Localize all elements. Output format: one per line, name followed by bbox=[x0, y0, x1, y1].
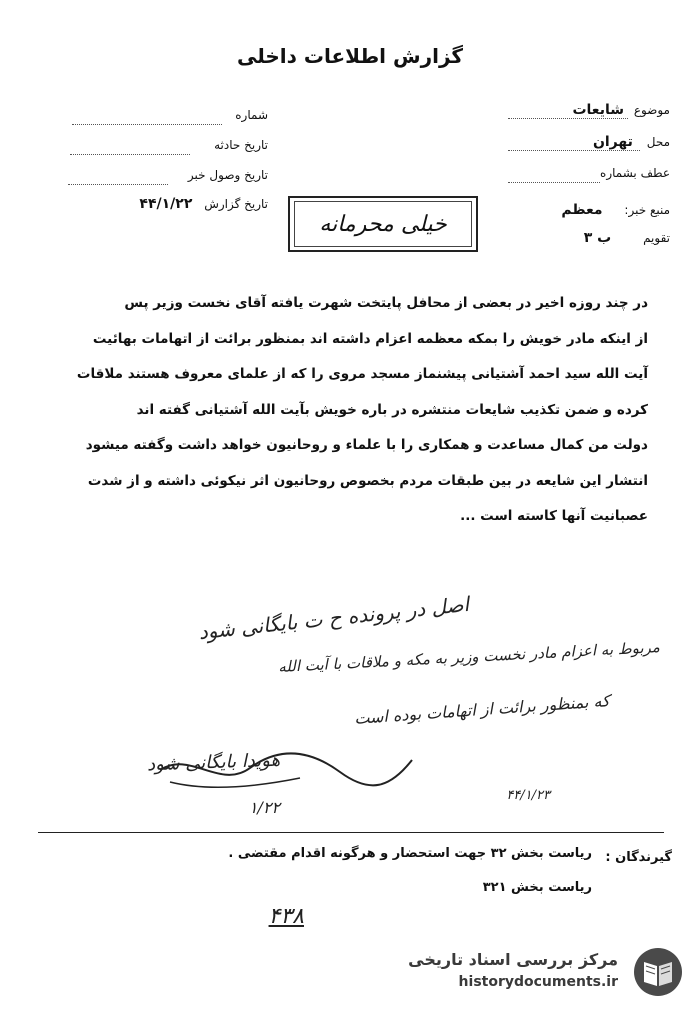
reference-field bbox=[600, 166, 670, 180]
stamp-text: خیلی محرمانه bbox=[294, 201, 472, 247]
confidential-stamp bbox=[288, 196, 478, 252]
recipient-item: ریاست بخش ۳۲ جهت استحضار و هرگونه اقدام مقتضی . bbox=[228, 846, 592, 861]
body-line: انتشار این شایعه در بین طبقات مردم بخصوص روحانیون اثر نیکوئی داشته و از شدت bbox=[87, 472, 648, 489]
calendar-field bbox=[584, 230, 670, 246]
archive-watermark bbox=[400, 944, 690, 1000]
report-date-label: تاریخ گزارش bbox=[204, 197, 268, 211]
incident-date-dotline bbox=[70, 154, 190, 155]
subject-field bbox=[572, 102, 670, 118]
location-label: محل bbox=[646, 135, 670, 149]
report-date-field bbox=[139, 196, 268, 212]
body-line: در چند روزه اخیر در بعضی از محافل پایتخت شهرت یافته آقای نخست وزیر پس bbox=[124, 295, 648, 311]
calendar-value: ب ۳ bbox=[583, 230, 612, 246]
handwritten-date-2: ۱/۲۲ bbox=[248, 798, 280, 817]
subject-dotline bbox=[508, 118, 628, 119]
receipt-date-label: تاریخ وصول خبر bbox=[187, 168, 268, 182]
incident-date-label: تاریخ حادثه bbox=[214, 138, 268, 152]
incident-date-field bbox=[214, 138, 268, 152]
subject-value: شایعات bbox=[572, 102, 624, 118]
number-field bbox=[235, 108, 268, 122]
number-label: شماره bbox=[235, 108, 268, 122]
handwritten-number: ۴۳۸ bbox=[268, 904, 304, 929]
body-line: از اینکه مادر خویش را بمکه معظمه اعزام داشته اند بمنظور برائت از اتهامات بهائیت bbox=[92, 330, 648, 347]
body-line: کرده و ضمن تکذیب شایعات منتشره در باره خویش بآیت الله آشتیانی گفته اند bbox=[136, 401, 648, 418]
reference-label: عطف بشماره bbox=[600, 166, 670, 180]
report-body bbox=[38, 286, 648, 535]
source-value: معظم bbox=[561, 202, 603, 218]
body-line: عصبانیت آنها کاسته است ... bbox=[460, 508, 648, 524]
receipt-date-field bbox=[188, 168, 268, 182]
recipients-label: گیرندگان : bbox=[605, 850, 672, 865]
reference-dotline bbox=[508, 182, 600, 183]
recipients-separator bbox=[38, 832, 664, 833]
location-value: تهران bbox=[592, 134, 633, 150]
location-field bbox=[593, 134, 670, 150]
handwritten-note-4: هویدا بایگانی شود bbox=[146, 749, 281, 776]
calendar-label: تقویم bbox=[643, 231, 670, 245]
signature-scribble bbox=[150, 740, 420, 800]
number-dotline bbox=[72, 124, 222, 125]
subject-label: موضوع bbox=[633, 103, 670, 117]
source-label: منبع خبر: bbox=[624, 203, 670, 217]
source-field bbox=[561, 202, 670, 218]
watermark-name: مرکز بررسی اسناد تاریخی bbox=[408, 950, 618, 969]
report-date-value: ۴۴/۱/۲۲ bbox=[139, 196, 193, 212]
body-line: دولت من کمال مساعدت و همکاری را با علماء و روحانیون خواهد داشت وگفته میشود bbox=[85, 437, 648, 453]
location-dotline bbox=[508, 150, 640, 151]
handwritten-date-1: ۴۴/۱/۲۳ bbox=[506, 788, 550, 803]
handwritten-note-1: اصل در پرونده ح ت بایگانی شود bbox=[197, 591, 471, 645]
receipt-date-dotline bbox=[68, 184, 168, 185]
handwritten-note-3: که بمنظور برائت از اتهامات بوده است bbox=[353, 691, 611, 728]
handwritten-note-2: مربوط به اعزام مادر نخست وزیر به مکه و ملاقات با آیت الله bbox=[277, 638, 661, 676]
recipient-item: ریاست بخش ۳۲۱ bbox=[482, 880, 592, 895]
book-logo-icon bbox=[632, 946, 684, 998]
body-line: آیت الله سید احمد آشتیانی پیشنماز مسجد مروی را که از علمای معروف هستند ملاقات bbox=[76, 366, 648, 382]
watermark-url: historydocuments.ir bbox=[458, 974, 618, 990]
report-title: گزارش اطلاعات داخلی bbox=[236, 44, 464, 68]
